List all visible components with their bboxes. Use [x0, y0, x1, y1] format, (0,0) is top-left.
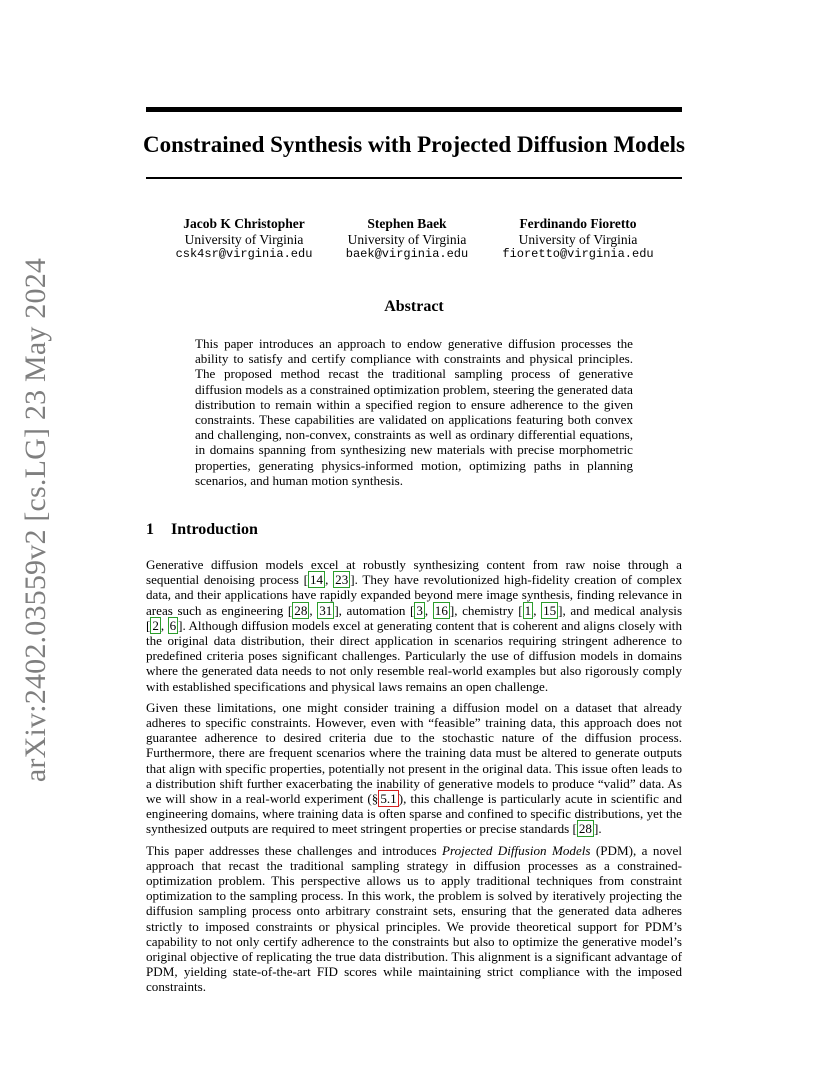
text-run: ]. They have revolutionized high-fidelity creation of complex data, and their applications have rapidly expanded beyond mere image synthesis, finding relevance in areas such as engineering [ [146, 572, 683, 618]
text-run: ], and medical analysis [ [146, 602, 683, 633]
author-email[interactable]: fioretto@virginia.edu [502, 247, 654, 261]
paragraph-2 [146, 700, 682, 837]
text-run: , [309, 602, 318, 618]
author-name: Jacob K Christopher [183, 216, 305, 231]
citation-link[interactable]: 2 [152, 617, 159, 633]
citation-link[interactable]: 6 [169, 617, 177, 633]
author-affiliation: University of Virginia [184, 231, 304, 247]
citation-link[interactable]: 16 [434, 602, 448, 618]
section-number: 1 [146, 521, 154, 538]
abstract-heading: Abstract [384, 298, 444, 315]
citation-link[interactable]: 23 [335, 572, 349, 588]
arxiv-identifier[interactable]: arXiv:2402.03559v2 [cs.LG] 23 May 2024 [19, 257, 52, 783]
paragraph-1 [146, 557, 682, 694]
text-run: , [424, 602, 433, 618]
abstract-text: This paper introduces an approach to endow generative diffusion processes the ability to satisfy and certify compliance with constraints and physical principles. The proposed method recast the traditional sampling process of generative diffusion models as a constrained optimization problem, steering the generated data distribution to remain within a specified region to ensure adherence to the given constraints. These capabilities are validated on applications featuring both convex and challenging, non-convex, constraints as well as ordinary differential equations, in domains spanning from synthesizing new materials with precise morphometric properties, generating physics-informed motion, optimizing paths in planning scenarios, and human motion synthesis. [195, 336, 633, 488]
citation-link[interactable]: 1 [524, 602, 532, 618]
author-email[interactable]: csk4sr@virginia.edu [175, 247, 313, 261]
author-name: Stephen Baek [367, 216, 447, 231]
citation-link[interactable]: 3 [416, 602, 423, 618]
paper-title: Constrained Synthesis with Projected Diffusion Models [142, 132, 685, 157]
text-run: , [160, 617, 168, 633]
author-affiliation: University of Virginia [347, 231, 467, 247]
section-heading [146, 521, 258, 539]
section-reference-link[interactable]: 5.1 [380, 791, 397, 807]
text-run: , [325, 572, 334, 588]
text-run: ], automation [ [334, 602, 415, 618]
citation-link[interactable]: 28 [294, 602, 308, 618]
text-run: ]. Although diffusion models excel at generating content that is coherent and aligns closely with the original data distribution, their direct application in scenarios requiring stringent adherence to predefined criteria poses significant challenges. Particularly the use of diffusion models in domains where the generated data needs to not only resemble real-world examples but also rigorously comply with established specifications and physical laws remains an open challenge. [146, 617, 682, 694]
title-bottom-rule [146, 177, 682, 179]
author-3 [468, 216, 688, 263]
citation-link[interactable]: 14 [310, 572, 324, 588]
text-run: , [533, 602, 542, 618]
citation-link[interactable]: 28 [578, 821, 592, 837]
section-title: Introduction [171, 521, 258, 538]
author-affiliation: University of Virginia [518, 231, 638, 247]
text-run: Given these limitations, one might consider training a diffusion model on a dataset that already adheres to specific constraints. However, even with “feasible” training data, this approach does not guarantee adherence to desired criteria due to the stochastic nature of the diffusion process. Furthermore, there are frequent scenarios where the training data must be altered to generate outputs that align with specific properties, potentially not present in the original data. This issue often leads to a distribution shift further exacerbating the inability of generative models to produce “valid” data. As we will show in a real-world experiment (§ [146, 699, 682, 807]
paragraph-3 [146, 843, 682, 995]
body-text [146, 557, 682, 1001]
text-run: (PDM), a novel approach that recast the traditional sampling strategy in diffusion processes as a constrained-optimization problem. This perspective allows us to apply traditional techniques from constraint optimization to the sampling process. In this work, the problem is solved by iteratively projecting the diffusion sampling process onto arbitrary constraint sets, ensuring that the generated data adheres strictly to imposed constraints or physical principles. We provide theoretical support for PDM’s capability to not only certify adherence to the constraints but also to optimize the generative model’s original objective of replicating the true data distribution. This alignment is a significant advantage of PDM, yielding state-of-the-art FID scores while maintaining strict compliance with the imposed constraints. [146, 842, 682, 995]
author-email[interactable]: baek@virginia.edu [345, 247, 469, 261]
title-top-rule [146, 107, 682, 112]
citation-link[interactable]: 15 [543, 602, 557, 618]
text-run: ]. [593, 821, 602, 837]
text-run: ], chemistry [ [449, 602, 523, 618]
text-run: This paper addresses these challenges and introduces [146, 842, 442, 858]
author-name: Ferdinando Fioretto [519, 216, 637, 231]
citation-link[interactable]: 31 [319, 602, 333, 618]
text-run: ), this challenge is particularly acute in scientific and engineering domains, where training data is often sparse and confined to specific distributions, yet the synthesized outputs are required to meet stringent properties or precise standards [ [146, 791, 683, 837]
emphasized-term: Projected Diffusion Models [441, 842, 591, 858]
text-run: Generative diffusion models excel at robustly synthesizing content from raw noise through a sequential denoising process [ [146, 557, 682, 588]
